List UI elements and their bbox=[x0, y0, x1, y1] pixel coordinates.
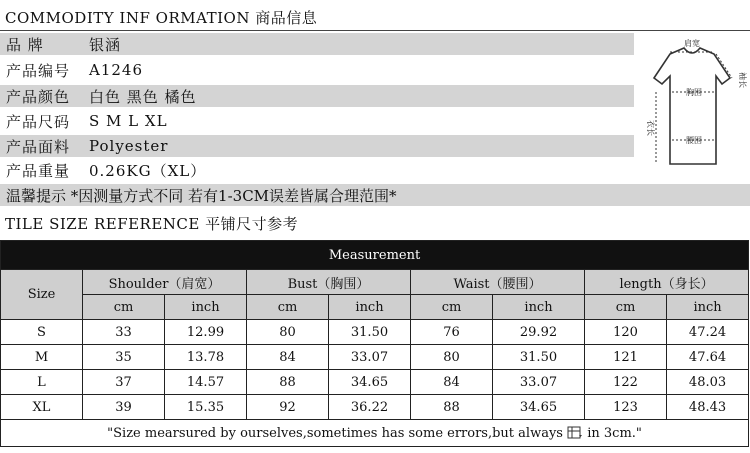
table-icon bbox=[567, 426, 583, 440]
table-cell: 84 bbox=[247, 345, 329, 370]
unit-header: inch bbox=[165, 295, 247, 320]
size-reference-header: TILE SIZE REFERENCE 平铺尺寸参考 bbox=[5, 215, 299, 233]
info-row-brand bbox=[0, 33, 634, 55]
info-value: A1246 bbox=[89, 61, 144, 79]
table-cell: 34.65 bbox=[329, 370, 411, 395]
group-header-waist: Waist（腰围） bbox=[411, 270, 585, 295]
table-cell: 37 bbox=[83, 370, 165, 395]
table-cell: 80 bbox=[247, 320, 329, 345]
table-cell: 39 bbox=[83, 395, 165, 420]
shoulder-text: 肩宽 bbox=[684, 39, 700, 48]
table-cell: 123 bbox=[585, 395, 667, 420]
info-row-size bbox=[0, 110, 634, 132]
unit-header: cm bbox=[411, 295, 493, 320]
table-cell: 47.64 bbox=[667, 345, 749, 370]
table-cell: 121 bbox=[585, 345, 667, 370]
table-row bbox=[1, 395, 749, 420]
info-label: 产品编号 bbox=[6, 61, 71, 80]
info-value: Polyester bbox=[89, 137, 169, 155]
table-cell: 35 bbox=[83, 345, 165, 370]
table-row bbox=[1, 320, 749, 345]
table-cell: M bbox=[1, 345, 83, 370]
table-cell: XL bbox=[1, 395, 83, 420]
info-value: 白色 黑色 橘色 bbox=[89, 87, 197, 106]
table-cell: L bbox=[1, 370, 83, 395]
measurement-table bbox=[0, 240, 749, 447]
table-cell: 31.50 bbox=[329, 320, 411, 345]
table-cell: 84 bbox=[411, 370, 493, 395]
group-header-bust: Bust（胸围） bbox=[247, 270, 411, 295]
table-cell: 34.65 bbox=[493, 395, 585, 420]
table-cell: 29.92 bbox=[493, 320, 585, 345]
table-note bbox=[1, 420, 749, 447]
table-cell: 88 bbox=[247, 370, 329, 395]
size-header: Size bbox=[1, 270, 83, 320]
table-cell: 14.57 bbox=[165, 370, 247, 395]
unit-header: cm bbox=[585, 295, 667, 320]
tshirt-measure-diagram bbox=[636, 32, 748, 176]
table-cell: 80 bbox=[411, 345, 493, 370]
info-row-code bbox=[0, 59, 634, 81]
bust-text: 胸围 bbox=[686, 88, 702, 97]
info-label: 产品颜色 bbox=[6, 87, 71, 106]
waist-text: 腰围 bbox=[686, 136, 702, 145]
info-row-fabric bbox=[0, 135, 634, 157]
table-cell: 47.24 bbox=[667, 320, 749, 345]
group-header-length: length（身长） bbox=[585, 270, 749, 295]
table-cell: 48.43 bbox=[667, 395, 749, 420]
table-row bbox=[1, 345, 749, 370]
unit-header: inch bbox=[667, 295, 749, 320]
note-text-start: "Size mearsured by ourselves,sometimes has some errors,but always bbox=[107, 425, 563, 441]
info-label: 品 牌 bbox=[6, 35, 44, 54]
table-cell: 33.07 bbox=[493, 370, 585, 395]
table-cell: 13.78 bbox=[165, 345, 247, 370]
info-value: 银涵 bbox=[89, 35, 122, 54]
group-header-shoulder: Shoulder（肩宽） bbox=[83, 270, 247, 295]
warm-tip: 温馨提示 *因测量方式不同 若有1-3CM误差皆属合理范围* bbox=[0, 184, 750, 206]
info-row-weight bbox=[0, 159, 634, 181]
commodity-info-header: COMMODITY INF ORMATION 商品信息 bbox=[5, 9, 318, 27]
info-value: S M L XL bbox=[89, 112, 168, 130]
length-text: 衣长 bbox=[646, 120, 655, 136]
table-cell: 120 bbox=[585, 320, 667, 345]
table-cell: 122 bbox=[585, 370, 667, 395]
unit-header: inch bbox=[329, 295, 411, 320]
table-cell: 36.22 bbox=[329, 395, 411, 420]
table-cell: 33.07 bbox=[329, 345, 411, 370]
sleeve-text: 袖长 bbox=[738, 72, 747, 88]
note-text-end: in 3cm." bbox=[587, 425, 642, 441]
table-cell: 12.99 bbox=[165, 320, 247, 345]
table-row bbox=[1, 370, 749, 395]
table-cell: 92 bbox=[247, 395, 329, 420]
divider bbox=[0, 30, 750, 31]
table-title: Measurement bbox=[1, 241, 749, 270]
tshirt-outline-icon bbox=[654, 48, 730, 164]
info-row-color bbox=[0, 85, 634, 107]
info-label: 产品重量 bbox=[6, 161, 71, 180]
info-value: 0.26KG（XL） bbox=[89, 161, 207, 180]
table-cell: 88 bbox=[411, 395, 493, 420]
unit-header: cm bbox=[83, 295, 165, 320]
table-cell: S bbox=[1, 320, 83, 345]
table-cell: 76 bbox=[411, 320, 493, 345]
table-cell: 48.03 bbox=[667, 370, 749, 395]
table-cell: 15.35 bbox=[165, 395, 247, 420]
info-label: 产品尺码 bbox=[6, 112, 71, 131]
table-cell: 31.50 bbox=[493, 345, 585, 370]
unit-header: inch bbox=[493, 295, 585, 320]
table-cell: 33 bbox=[83, 320, 165, 345]
unit-header: cm bbox=[247, 295, 329, 320]
info-label: 产品面料 bbox=[6, 137, 71, 156]
